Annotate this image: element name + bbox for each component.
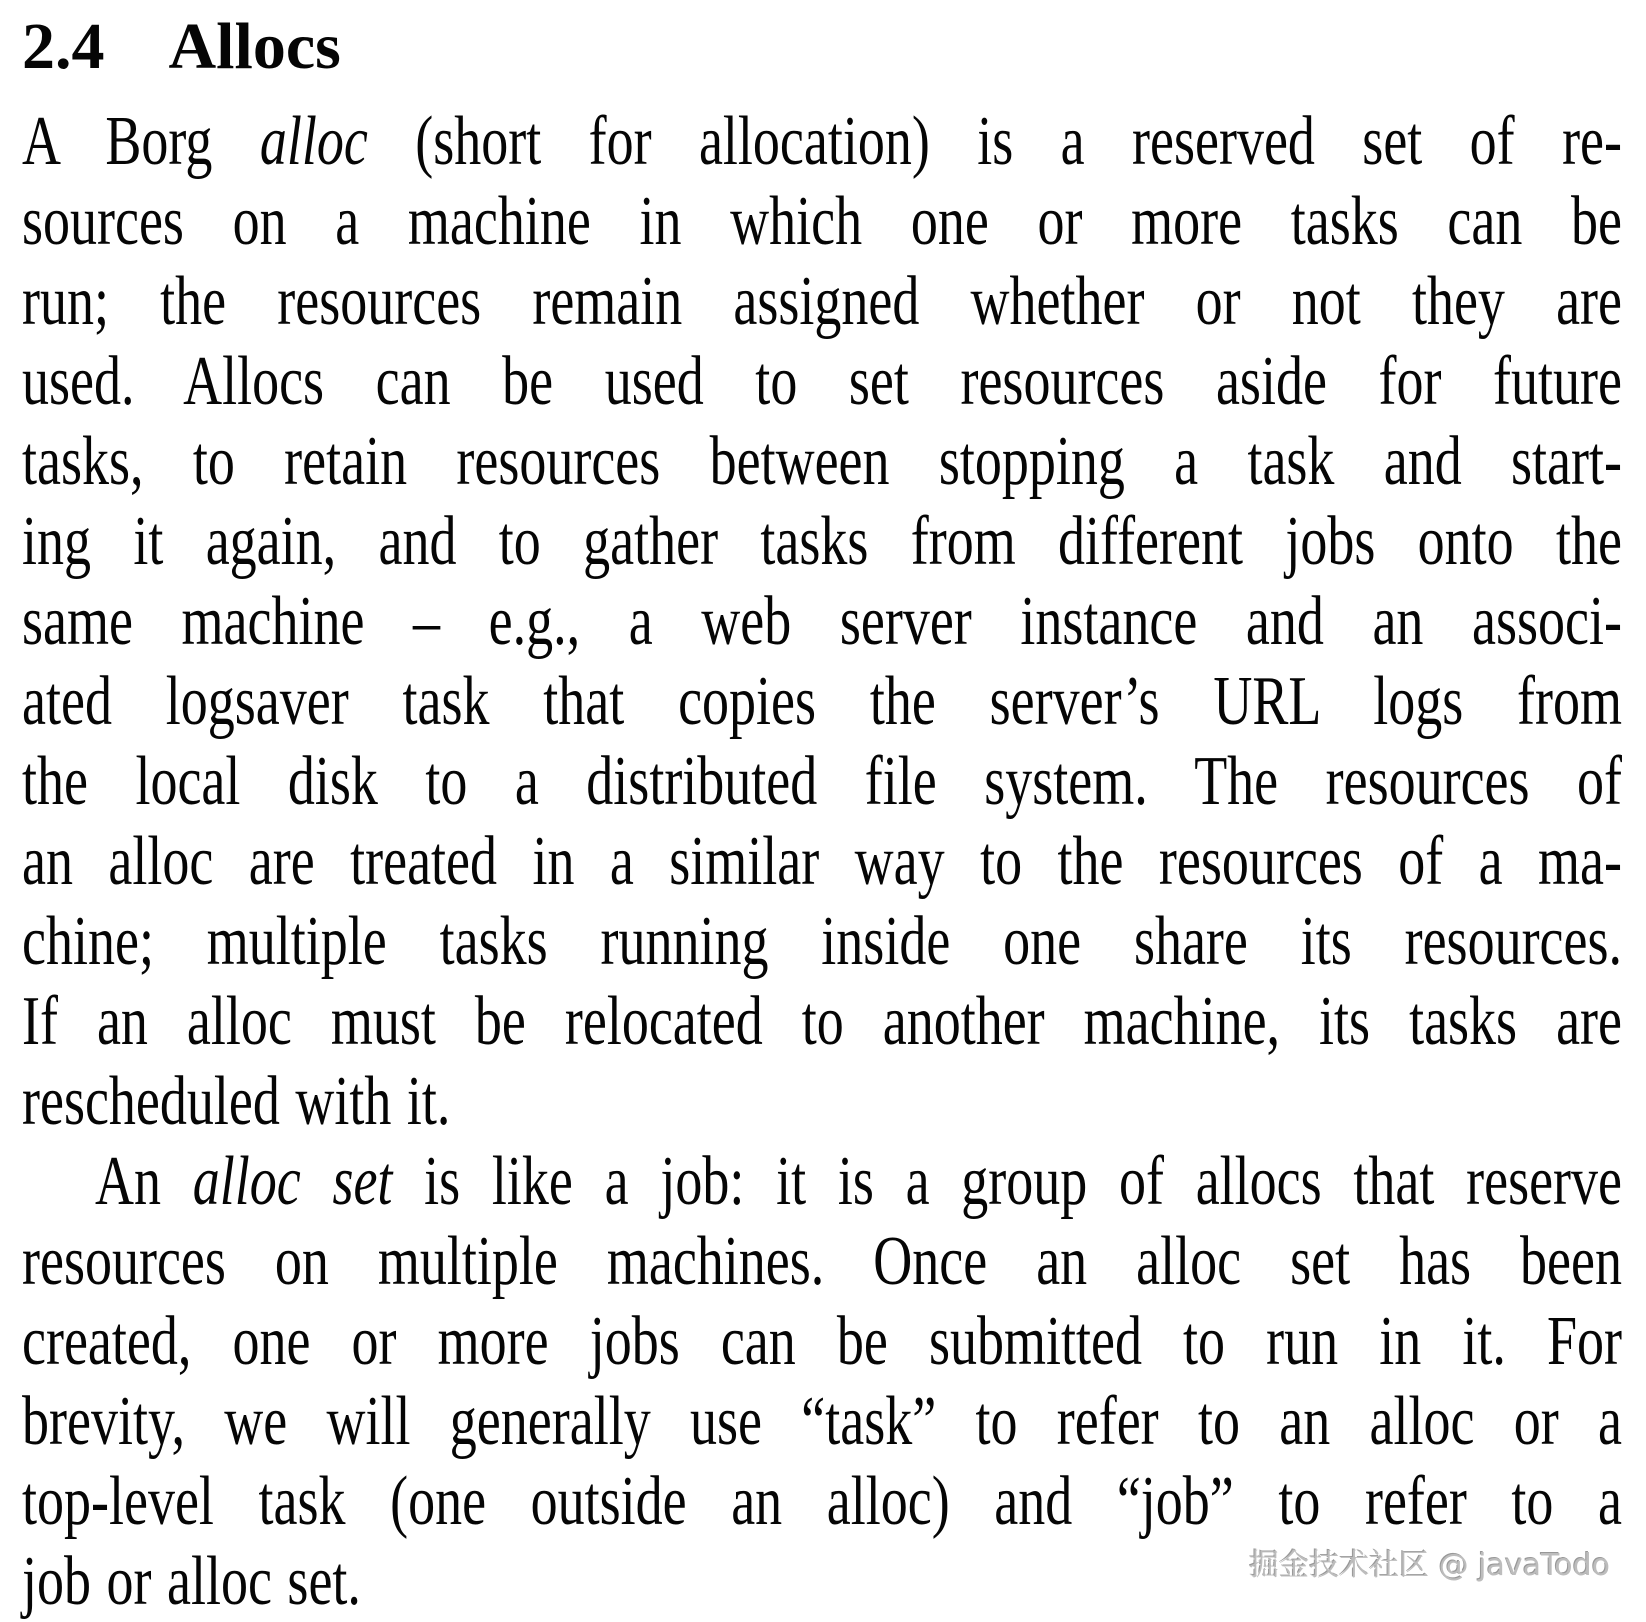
section-body [22, 101, 1622, 1621]
text-line [22, 1061, 1622, 1141]
text-line [22, 501, 1622, 581]
text-segment: resources on multiple machines. Once an alloc set has been [22, 1222, 1622, 1300]
text-line [22, 981, 1622, 1061]
text-line [22, 101, 1622, 181]
text-segment: chine; multiple tasks running inside one share its resources. [22, 902, 1622, 980]
text-segment: job or alloc set. [22, 1541, 361, 1620]
italic-term: alloc set [192, 1142, 393, 1220]
text-line [22, 1301, 1622, 1381]
text-line [22, 661, 1622, 741]
text-segment: If an alloc must be relocated to another machine, its tasks are [22, 982, 1622, 1060]
watermark: 掘金技术社区 @ javaTodo [1249, 1548, 1610, 1583]
text-segment: same machine – e.g., a web server instance and an associ- [22, 582, 1622, 660]
text-line [22, 1381, 1622, 1461]
text-segment: A Borg [22, 102, 260, 180]
text-line [22, 581, 1622, 661]
text-segment: sources on a machine in which one or more tasks can be [22, 182, 1622, 260]
text-line [22, 1461, 1622, 1541]
text-segment: the local disk to a distributed file system. The resources of [22, 742, 1622, 820]
text-segment: an alloc are treated in a similar way to the resources of a ma- [22, 822, 1622, 900]
text-segment: top-level task (one outside an alloc) and “job” to refer to a [22, 1461, 1622, 1540]
text-line [22, 261, 1622, 341]
text-line [22, 1141, 1622, 1221]
text-segment: brevity, we will generally use “task” to refer to an alloc or a [22, 1381, 1622, 1460]
text-segment: rescheduled with it. [22, 1062, 451, 1140]
text-line [22, 1221, 1622, 1301]
text-line [22, 741, 1622, 821]
text-segment: ing it again, and to gather tasks from different jobs onto the [22, 502, 1622, 580]
text-segment: tasks, to retain resources between stopping a task and start- [22, 422, 1622, 500]
text-segment: created, one or more jobs can be submitted to run in it. For [22, 1301, 1622, 1380]
italic-term: alloc [259, 102, 368, 180]
section-number: 2.4 [22, 10, 105, 83]
text-segment: run; the resources remain assigned whether or not they are [22, 262, 1622, 340]
text-line [22, 821, 1622, 901]
text-segment: An [95, 1142, 193, 1220]
text-line [22, 901, 1622, 981]
section-title: Allocs [168, 10, 341, 83]
text-segment: used. Allocs can be used to set resources aside for future [22, 342, 1622, 420]
text-line [22, 181, 1622, 261]
text-line [22, 341, 1622, 421]
text-segment: ated logsaver task that copies the server’s URL logs from [22, 662, 1622, 740]
text-line [22, 421, 1622, 501]
text-segment: is like a job: it is a group of allocs that reserve [392, 1142, 1622, 1220]
text-segment: (short for allocation) is a reserved set of re- [367, 102, 1622, 180]
section-heading [0, 0, 1646, 82]
